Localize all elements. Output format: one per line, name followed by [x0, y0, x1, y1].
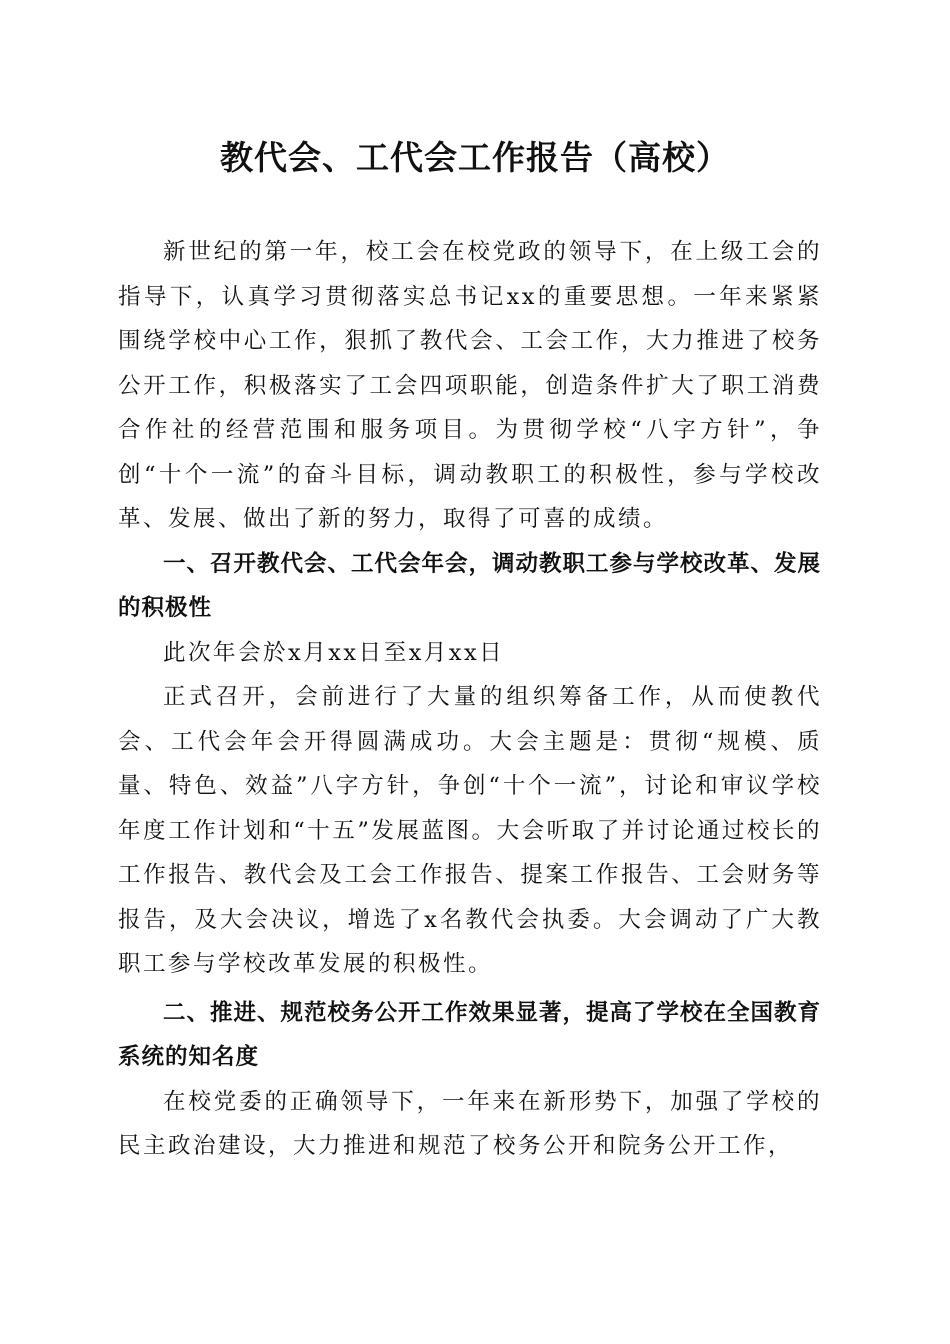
section-1-line-1: 此次年会於x月xx日至x月xx日: [163, 639, 505, 666]
section-1-paragraph: 正式召开，会前进行了大量的组织筹备工作，从而使教代会、工代会年会开得圆满成功。大会主题是：贯彻“规模、质量、特色、效益”八字方针，争创“十个一流”，讨论和审议学校年度工作计划和“十五”发展蓝图。大会听取了并讨论通过校长的工作报告、教代会及工会工作报告、提案工作报告、工会财务等报告，及大会决议，增选了x名教代会执委。大会调动了广大教职工参与学校改革发展的积极性。: [118, 684, 822, 977]
section-2-paragraph: 在校党委的正确领导下，一年来在新形势下，加强了学校的民主政治建设，大力推进和规范了校务公开和院务公开工作，: [118, 1088, 822, 1159]
section-1-heading: 一、召开教代会、工代会年会，调动教职工参与学校改革、发展的积极性: [118, 550, 822, 621]
document-body: [118, 230, 822, 1169]
intro-paragraph: 新世纪的第一年，校工会在校党政的领导下，在上级工会的指导下，认真学习贯彻落实总书记xx的重要思想。一年来紧紧围绕学校中心工作，狠抓了教代会、工会工作，大力推进了校务公开工作，积极落实了工会四项职能，创造条件扩大了职工消费合作社的经营范围和服务项目。为贯彻学校“八字方针”，争创“十个一流”的奋斗目标，调动教职工的积极性，参与学校改革、发展、做出了新的努力，取得了可喜的成绩。: [118, 239, 822, 532]
section-2-heading: 二、推进、规范校务公开工作效果显著，提高了学校在全国教育系统的知名度: [118, 999, 822, 1070]
document-title: 教代会、工代会工作报告（高校）: [220, 138, 730, 177]
